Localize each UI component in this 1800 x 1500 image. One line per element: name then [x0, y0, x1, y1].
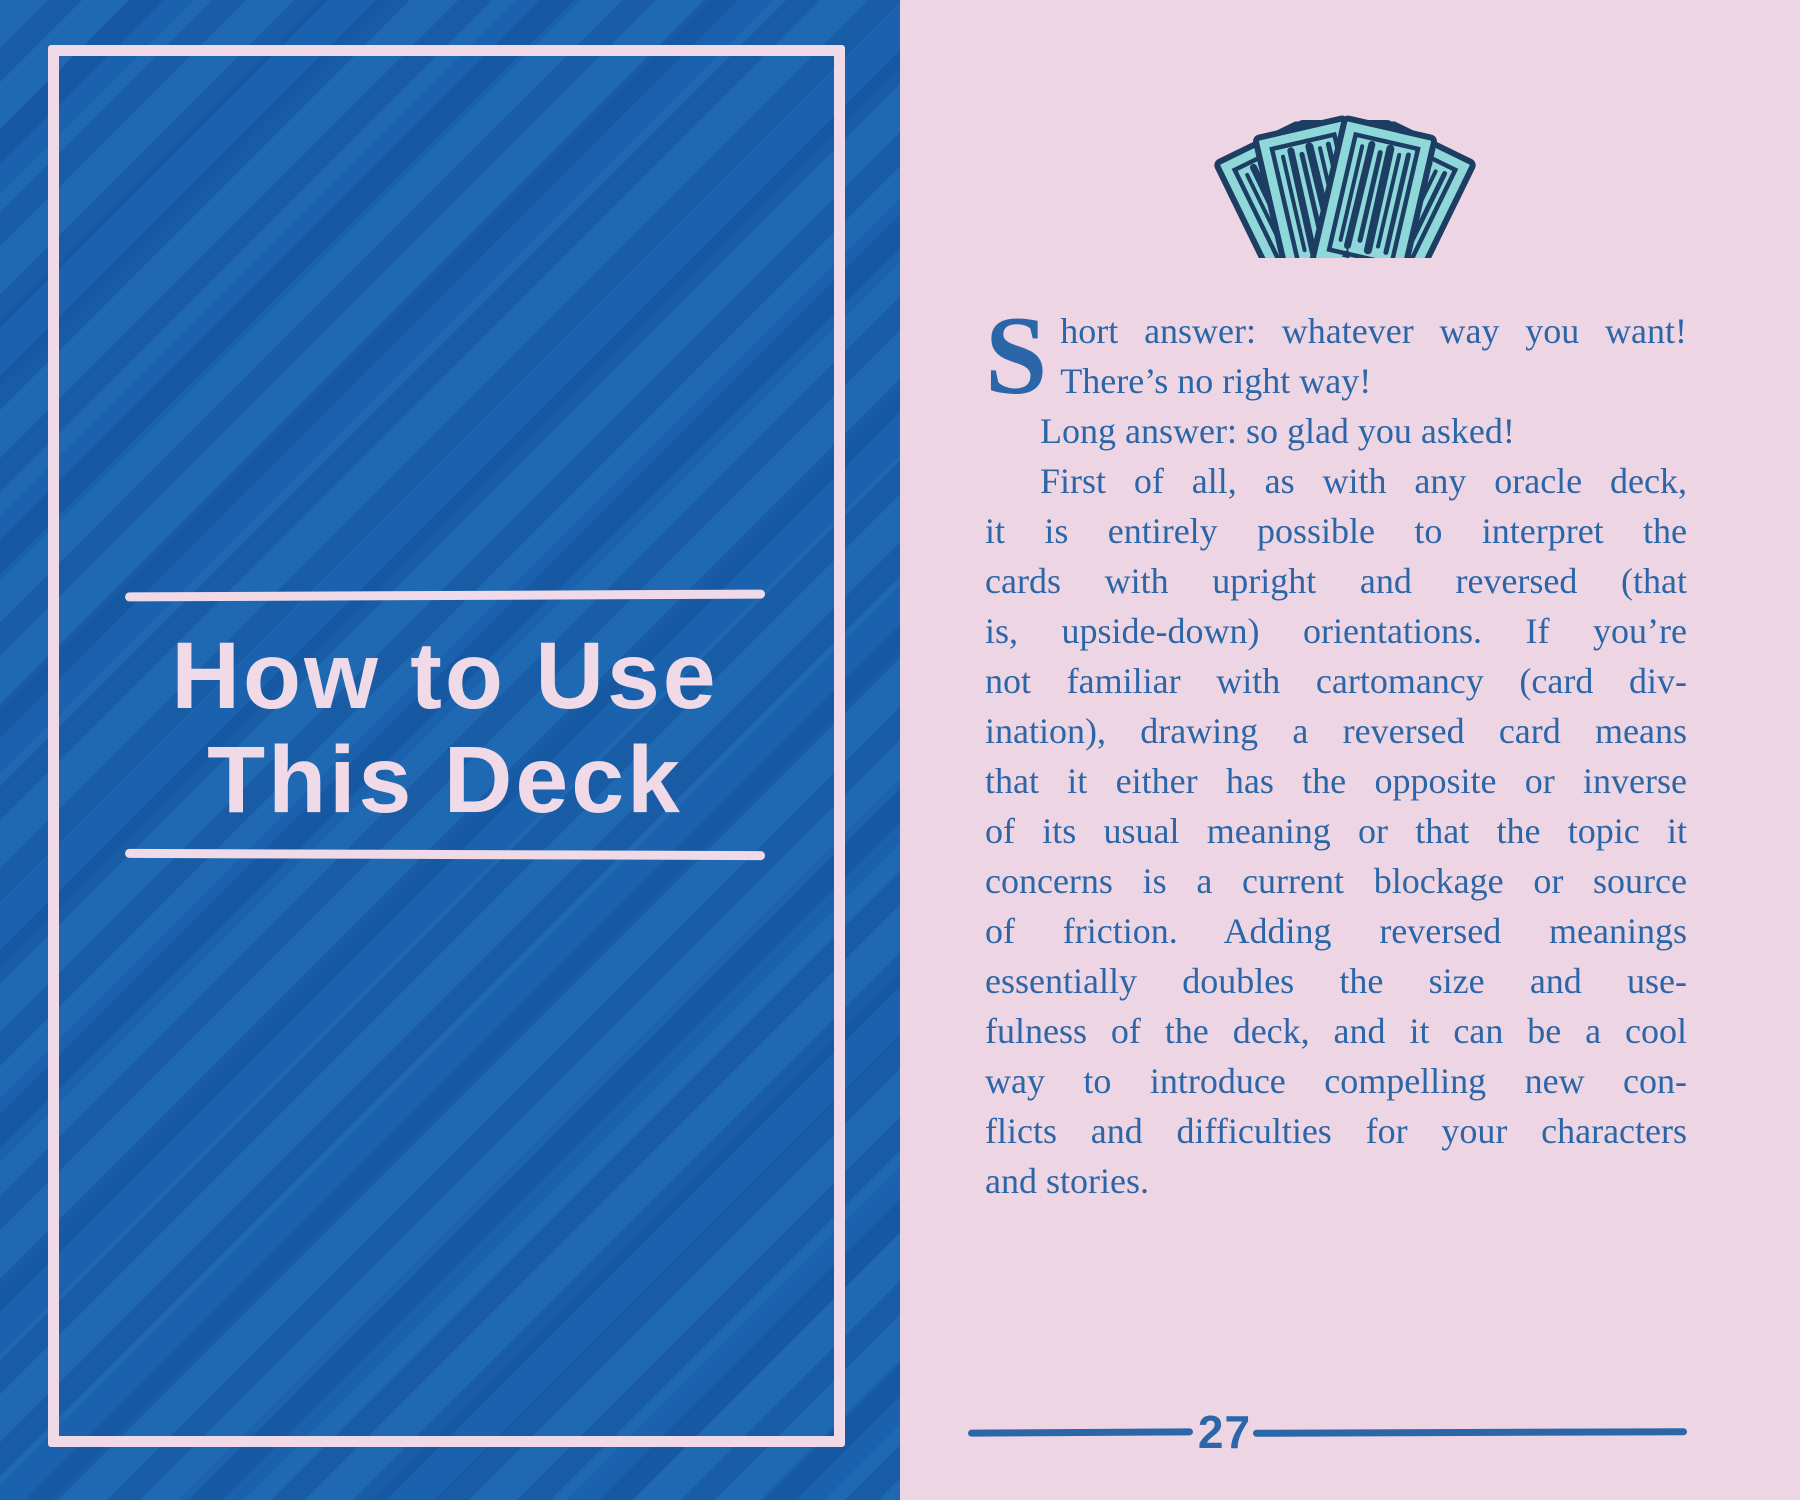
chapter-title	[125, 624, 765, 832]
title-rule-bottom	[125, 849, 765, 860]
body-line: fulness of the deck, and it can be a cool	[985, 1011, 1687, 1051]
right-page	[900, 0, 1800, 1500]
body-line: it is entirely possible to interpret the	[985, 511, 1687, 551]
body-line: essentially doubles the size and use-	[985, 961, 1687, 1001]
page-number: 27	[1197, 1406, 1252, 1458]
footer-rule-left	[968, 1428, 1193, 1436]
body-line: hort answer: whatever way you want!	[1060, 311, 1687, 351]
body-line: First of all, as with any oracle deck,	[1040, 461, 1687, 501]
body-line: and stories.	[985, 1161, 1149, 1201]
chapter-title-block	[125, 591, 765, 859]
body-line: not familiar with cartomancy (card div-	[985, 661, 1687, 701]
body-line: cards with upright and reversed (that	[985, 561, 1687, 601]
drop-cap: S	[985, 294, 1048, 418]
body-line: of friction. Adding reversed meanings	[985, 911, 1687, 951]
footer-rule-right	[1253, 1428, 1687, 1437]
card-fan-illustration-icon	[1165, 58, 1525, 258]
body-line: that it either has the opposite or inverse	[985, 761, 1687, 801]
body-line: flicts and difficulties for your characters	[985, 1111, 1687, 1151]
body-line: concerns is a current blockage or source	[985, 861, 1687, 901]
body-line: Long answer: so glad you asked!	[1040, 411, 1515, 451]
body-text	[985, 294, 1687, 1206]
title-rule-top	[125, 590, 765, 602]
chapter-title-line-1: How to Use	[171, 623, 719, 729]
body-line: There’s no right way!	[1060, 361, 1372, 401]
body-line: of its usual meaning or that the topic it	[985, 811, 1687, 851]
page-footer	[968, 1402, 1758, 1462]
body-line: is, upside-down) orientations. If you’re	[985, 611, 1687, 651]
body-line: ination), drawing a reversed card means	[985, 711, 1687, 751]
body-line: way to introduce compelling new con-	[985, 1061, 1687, 1101]
chapter-title-line-2: This Deck	[207, 727, 683, 833]
